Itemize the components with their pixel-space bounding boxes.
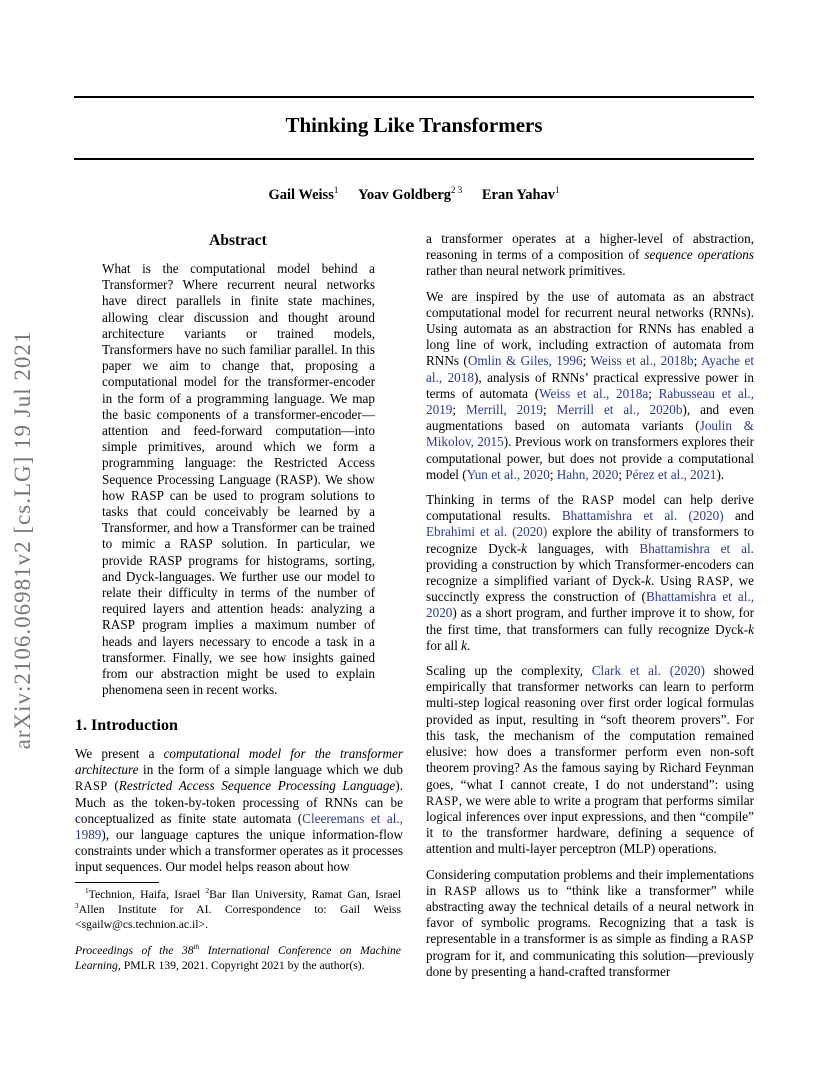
text-segment: We are inspired by the use of automata as an abstract computational model for recurrent neural networks (RNNs). Using automata as an abstraction for RNNs has enabled a long line of work, including extraction of automata from RNNs (: [426, 288, 754, 369]
text-segment: 1: [555, 185, 560, 196]
citation-link[interactable]: Rabusseau et al., 2019: [426, 385, 754, 418]
title-rule-bottom: [74, 158, 754, 160]
citation-link[interactable]: Omlin & Giles, 1996: [467, 353, 583, 369]
text-segment: We present a: [75, 746, 164, 761]
text-segment: ;: [618, 466, 626, 482]
text-segment: ;: [543, 402, 557, 418]
text-segment: [338, 187, 358, 203]
text-segment: in the form of a simple language which we dub: [138, 762, 403, 778]
text-segment: k: [748, 621, 754, 637]
abstract-section: [75, 232, 401, 698]
text-segment: ;: [549, 466, 557, 482]
text-segment: RASP: [426, 793, 459, 808]
text-segment: providing a construction by which Transformer-encoders can recognize a simplified variant of Dyck-: [426, 556, 754, 589]
citation-link[interactable]: Pérez et al., 2021: [625, 466, 717, 482]
text-segment: What is the computational model behind a Transformer? Where recurrent neural networks have direct parallels in finite state machines, allowing clear discussion and thought around architecture variants or trained models, Transformers have no such familiar parallel. In this paper we aim to change that, proposing a computational model for the transformer-encoder in the form of a programming language. We map the basic components of a transformer-encoder—attention and feed-forward computation—into simple primitives, around which we form a programming language: the Restricted Access Sequence Processing Language (RASP). We show how RASP can be used to program solutions to tasks that could conceivably be learned by a Transformer, and how a Transformer can be trained to mimic a RASP solution. In particular, we provide RASP programs for histograms, sorting, and Dyck-languages. We further use our model to relate their difficulty in terms of the number of required layers and attention heads: analyzing a RASP program implies a maximum number of heads and layers necessary to encode a task in a transformer. Finally, we see how insights gained from our abstraction might be used to explain phenomena seen in recent works.: [102, 261, 375, 698]
citation-link[interactable]: Bhattamishra et al. (2020): [561, 508, 724, 524]
text-segment: ;: [582, 353, 591, 369]
arxiv-watermark: arXiv:2106.06981v2 [cs.LG] 19 Jul 2021: [10, 330, 35, 750]
text-segment: ;: [648, 385, 659, 401]
citation-link[interactable]: Bhattamishra et al., 2020: [426, 589, 754, 621]
text-segment: computational model for the transformer architecture: [75, 746, 403, 778]
text-segment: RASP: [444, 883, 478, 898]
text-segment: .: [467, 637, 471, 653]
introduction-section: [75, 717, 403, 885]
text-segment: showed empirically that transformer networks can learn to perform multi-step logical reasoning over first order logical formulas provided as input, resulting in “soft theorem provers”. For this task, the mechanism of the computation remained elusive: how does a transformer perform even non-soft theorem proving? As the famous saying by Richard Feynman goes, “what I cannot create, I do not understand”: using: [426, 663, 754, 792]
text-segment: model can help derive computational results.: [426, 492, 754, 524]
text-segment: Gail Weiss: [268, 187, 334, 203]
text-segment: Eran Yahav: [481, 187, 556, 203]
text-segment: allows us to “think like a transformer” while abstracting away the technical details of a neural network in favor of symbolic programs. Recognizing that a task is representable in a transformer is as simple as finding a: [426, 882, 755, 947]
text-segment: ). Much as the token-by-token processing of RNNs can be conceptualized as finite state automata (: [75, 778, 403, 826]
text-segment: k: [521, 540, 528, 556]
abstract-body: [102, 261, 375, 698]
citation-link[interactable]: Merrill, 2019: [466, 402, 543, 418]
text-segment: ) as a short program, and further improve it to show, for the first time, that transformers can fully recognize Dyck-: [426, 605, 754, 637]
text-segment: for all: [426, 637, 462, 653]
text-segment: k: [645, 573, 652, 589]
paper-title: Thinking Like Transformers: [285, 113, 543, 137]
citation-link[interactable]: Ebrahimi et al. (2020): [426, 524, 548, 540]
text-segment: . Using: [651, 573, 698, 589]
text-segment: a transformer operates at a higher-level of abstraction, reasoning in terms of a composition of: [426, 231, 754, 263]
text-segment: 3: [75, 901, 79, 910]
text-segment: rather than neural network primitives.: [426, 263, 626, 279]
text-segment: Proceedings of the 38: [75, 944, 194, 958]
right-column: [426, 231, 754, 989]
text-segment: Technion, Haifa, Israel: [88, 888, 206, 901]
introduction-paragraph: [75, 746, 403, 876]
footnote-affiliations: [75, 888, 401, 932]
body-paragraph: [426, 867, 754, 980]
body-paragraph: [426, 231, 754, 280]
text-segment: ), and even augmentations based on automata variants (: [426, 402, 754, 434]
text-segment: 1: [333, 185, 339, 196]
citation-link[interactable]: Weiss et al., 2018b: [590, 353, 694, 369]
text-segment: 1: [85, 887, 89, 896]
text-segment: 2 3: [451, 185, 463, 196]
text-segment: (: [107, 778, 119, 794]
text-segment: languages, with: [527, 540, 640, 556]
text-segment: Allen Institute for AI. Correspondence to: Gail Weiss <sgailw@cs.technion.ac.il>.: [75, 902, 401, 931]
footnote-proceedings: [75, 944, 401, 974]
text-segment: Thinking in terms of the: [426, 492, 582, 508]
abstract-heading: Abstract: [209, 232, 267, 249]
text-segment: RASP: [75, 779, 108, 794]
text-segment: RASP: [581, 493, 615, 508]
citation-link[interactable]: Weiss et al., 2018a: [539, 385, 649, 401]
text-segment: , we succinctly express the construction of (: [426, 573, 754, 605]
body-paragraph: [426, 492, 754, 654]
citation-link[interactable]: Hahn, 2020: [556, 466, 619, 482]
citation-link[interactable]: Bhattamishra et al.: [639, 540, 754, 556]
section-heading-introduction: 1. Introduction: [75, 717, 178, 734]
text-segment: ).: [716, 466, 725, 482]
text-segment: Yoav Goldberg: [357, 187, 452, 203]
text-segment: RASP: [697, 574, 730, 589]
text-segment: 2: [205, 887, 210, 896]
text-segment: ;: [452, 402, 466, 418]
text-segment: , we were able to write a program that performs similar logical inferences over input expressions, and then “compile” it to the transformer hardware, defining a sequence of attention and multi-layer perceptron (MLP) operations.: [426, 792, 754, 857]
text-segment: th: [193, 943, 200, 952]
text-segment: Restricted Access Sequence Processing Language: [118, 778, 396, 794]
text-segment: ). Previous work on transformers explores their computational power, but does not provide a computational model (: [426, 434, 755, 482]
footnote-block: [75, 882, 401, 974]
footnote-rule: [75, 882, 159, 883]
text-segment: program for it, and communicating this solution—previously done by presenting a hand-crafted transformer: [426, 947, 754, 979]
text-segment: [462, 187, 482, 203]
text-segment: ;: [693, 353, 701, 369]
text-segment: explore the ability of transformers to recognize Dyck-: [426, 524, 754, 556]
citation-link[interactable]: Ayache et al., 2018: [426, 353, 754, 385]
citation-link[interactable]: Merrill et al., 2020b: [556, 402, 683, 418]
text-segment: ), analysis of RNNs’ practical expressive power in terms of automata (: [426, 369, 754, 401]
text-segment: RASP: [721, 932, 754, 947]
body-paragraph: [426, 289, 754, 483]
text-segment: and: [723, 508, 754, 524]
title-rule-top: [74, 96, 754, 98]
text-segment: Bar Ilan University, Ramat Gan, Israel: [209, 888, 401, 901]
text-segment: Considering computation problems and their implementations in: [426, 866, 754, 898]
text-segment: k: [461, 637, 468, 653]
body-paragraph: [426, 663, 754, 857]
citation-link[interactable]: Cleeremans et al., 1989: [75, 810, 403, 843]
citation-link[interactable]: Yun et al., 2020: [466, 466, 550, 482]
text-segment: , PMLR 139, 2021. Copyright 2021 by the author(s).: [117, 959, 365, 973]
text-segment: sequence operations: [644, 247, 754, 263]
citation-link[interactable]: Clark et al. (2020): [591, 663, 705, 679]
text-segment: International Conference on Machine Learning: [75, 944, 401, 973]
authors-line: [74, 187, 754, 204]
citation-link[interactable]: Joulin & Mikolov, 2015: [426, 418, 755, 450]
text-segment: Scaling up the complexity,: [426, 663, 592, 679]
text-segment: ), our language captures the unique information-flow constraints under which a transformer operates as it processes input sequences. Our model helps reason about how: [75, 827, 403, 875]
